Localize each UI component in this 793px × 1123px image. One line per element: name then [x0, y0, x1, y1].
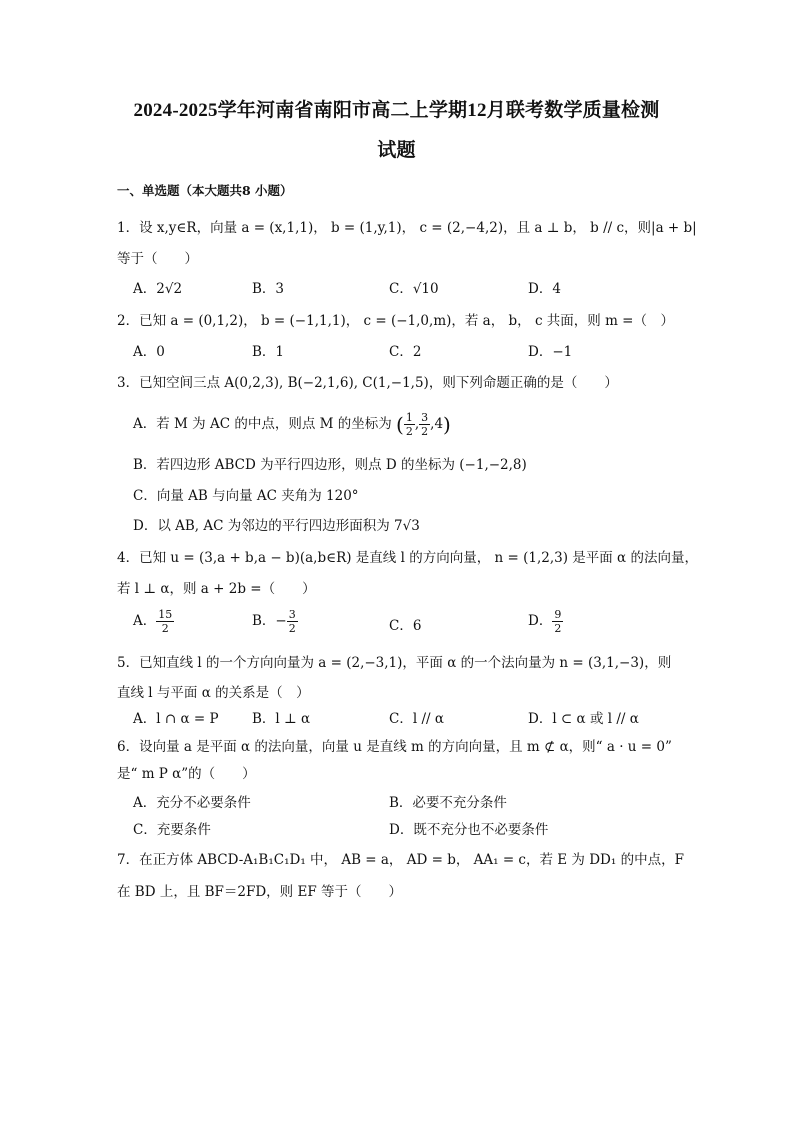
question-1-stem-cont: 等于（ ）	[117, 251, 198, 267]
question-2-option-c: C．2	[389, 344, 422, 360]
question-4-option-b: B．− $\frac{3}{2}$	[252, 608, 296, 635]
question-6-stem-cont: 是“ m P α”的（ ）	[117, 766, 256, 782]
question-3-option-d: D．以 AB, AC 为邻边的平行四边形面积为 7√3	[133, 518, 420, 534]
question-4-option-a: A． $\frac{15}{2}$	[133, 608, 173, 635]
exam-title-line1: 2024-2025学年河南省南阳市高二上学期12月联考数学质量检测	[133, 100, 660, 121]
question-6-option-a: A．充分不必要条件	[133, 795, 251, 811]
question-3-stem: 3．已知空间三点 A(0,2,3), B(−2,1,6), C(1,−1,5)，则下列命题正确的是（ ）	[117, 375, 618, 391]
question-5-option-d: D．l ⊂ α 或 l // α	[528, 711, 639, 727]
question-1-option-b: B．3	[252, 281, 285, 297]
question-2-option-b: B．1	[252, 344, 285, 360]
question-6-option-b: B．必要不充分条件	[389, 795, 507, 811]
question-2-stem: 2．已知 a = (0,1,2)， b = (−1,1,1)， c = (−1,0,m)，若 a， b， c 共面，则 m =（ ）	[117, 313, 674, 329]
question-5-option-b: B．l ⊥ α	[252, 711, 311, 727]
question-4-option-d: D． $\frac{9}{2}$	[528, 608, 562, 635]
question-1-stem: 1．设 x,y∈R，向量 a = (x,1,1)， b = (1,y,1)， c = (2,−4,2)，且 a ⊥ b， b // c，则|a + b|	[117, 220, 697, 236]
question-6-option-c: C．充要条件	[133, 822, 211, 838]
exam-title-line2: 试题	[377, 140, 416, 161]
question-5-option-c: C．l // α	[389, 711, 444, 727]
question-3-option-c: C．向量 AB 与向量 AC 夹角为 120°	[133, 488, 359, 504]
question-5-option-a: A．l ∩ α = P	[133, 711, 219, 727]
question-5-stem: 5．已知直线 l 的一个方向向量为 a = (2,−3,1)，平面 α 的一个法向量为 n = (3,1,−3)，则	[117, 655, 672, 671]
question-6-option-d: D．既不充分也不必要条件	[389, 822, 549, 838]
question-2-option-a: A．0	[133, 344, 165, 360]
question-1-option-a: A．2√2	[133, 281, 183, 297]
fraction: $\frac{3}{2}$	[421, 411, 429, 438]
fraction: $\frac{3}{2}$	[288, 608, 296, 635]
fraction: $\frac{1}{2}$	[405, 411, 413, 438]
question-7-stem: 7．在正方体 ABCD-A₁B₁C₁D₁ 中， AB = a， AD = b， AA₁ = c，若 E 为 DD₁ 的中点，F	[117, 852, 684, 868]
question-4-stem: 4．已知 u = (3,a + b,a − b)(a,b∈R) 是直线 l 的方向向量， n = (1,2,3) 是平面 α 的法向量，	[117, 550, 698, 566]
question-2-option-d: D．−1	[528, 344, 573, 360]
question-3-option-b: B．若四边形 ABCD 为平行四边形，则点 D 的坐标为 (−1,−2,8)	[133, 457, 527, 473]
question-3-option-a: A．若 M 为 AC 的中点，则点 M 的坐标为 ( $\frac{1}{2}$ , $\frac{3}{2}$ ,4)	[133, 411, 451, 438]
question-5-stem-cont: 直线 l 与平面 α 的关系是（ ）	[117, 685, 310, 701]
fraction: $\frac{15}{2}$	[158, 608, 173, 635]
question-4-option-c: C．6	[389, 618, 422, 634]
question-1-option-d: D．4	[528, 281, 561, 297]
fraction: $\frac{9}{2}$	[554, 608, 562, 635]
question-7-stem-cont: 在 BD 上，且 BF＝2FD，则 EF 等于（ ）	[117, 884, 402, 900]
question-3-option-a-text: A．若 M 为 AC 的中点，则点 M 的坐标为	[133, 416, 392, 432]
question-6-stem: 6．设向量 a 是平面 α 的法向量，向量 u 是直线 m 的方向向量，且 m ⊄ α，则“ a · u = 0”	[117, 739, 672, 755]
section-heading: 一、单选题（本大题共8 小题）	[117, 183, 293, 198]
question-4-stem-cont: 若 l ⊥ α，则 a + 2b =（ ）	[117, 581, 316, 597]
question-1-option-c: C．√10	[389, 281, 439, 297]
